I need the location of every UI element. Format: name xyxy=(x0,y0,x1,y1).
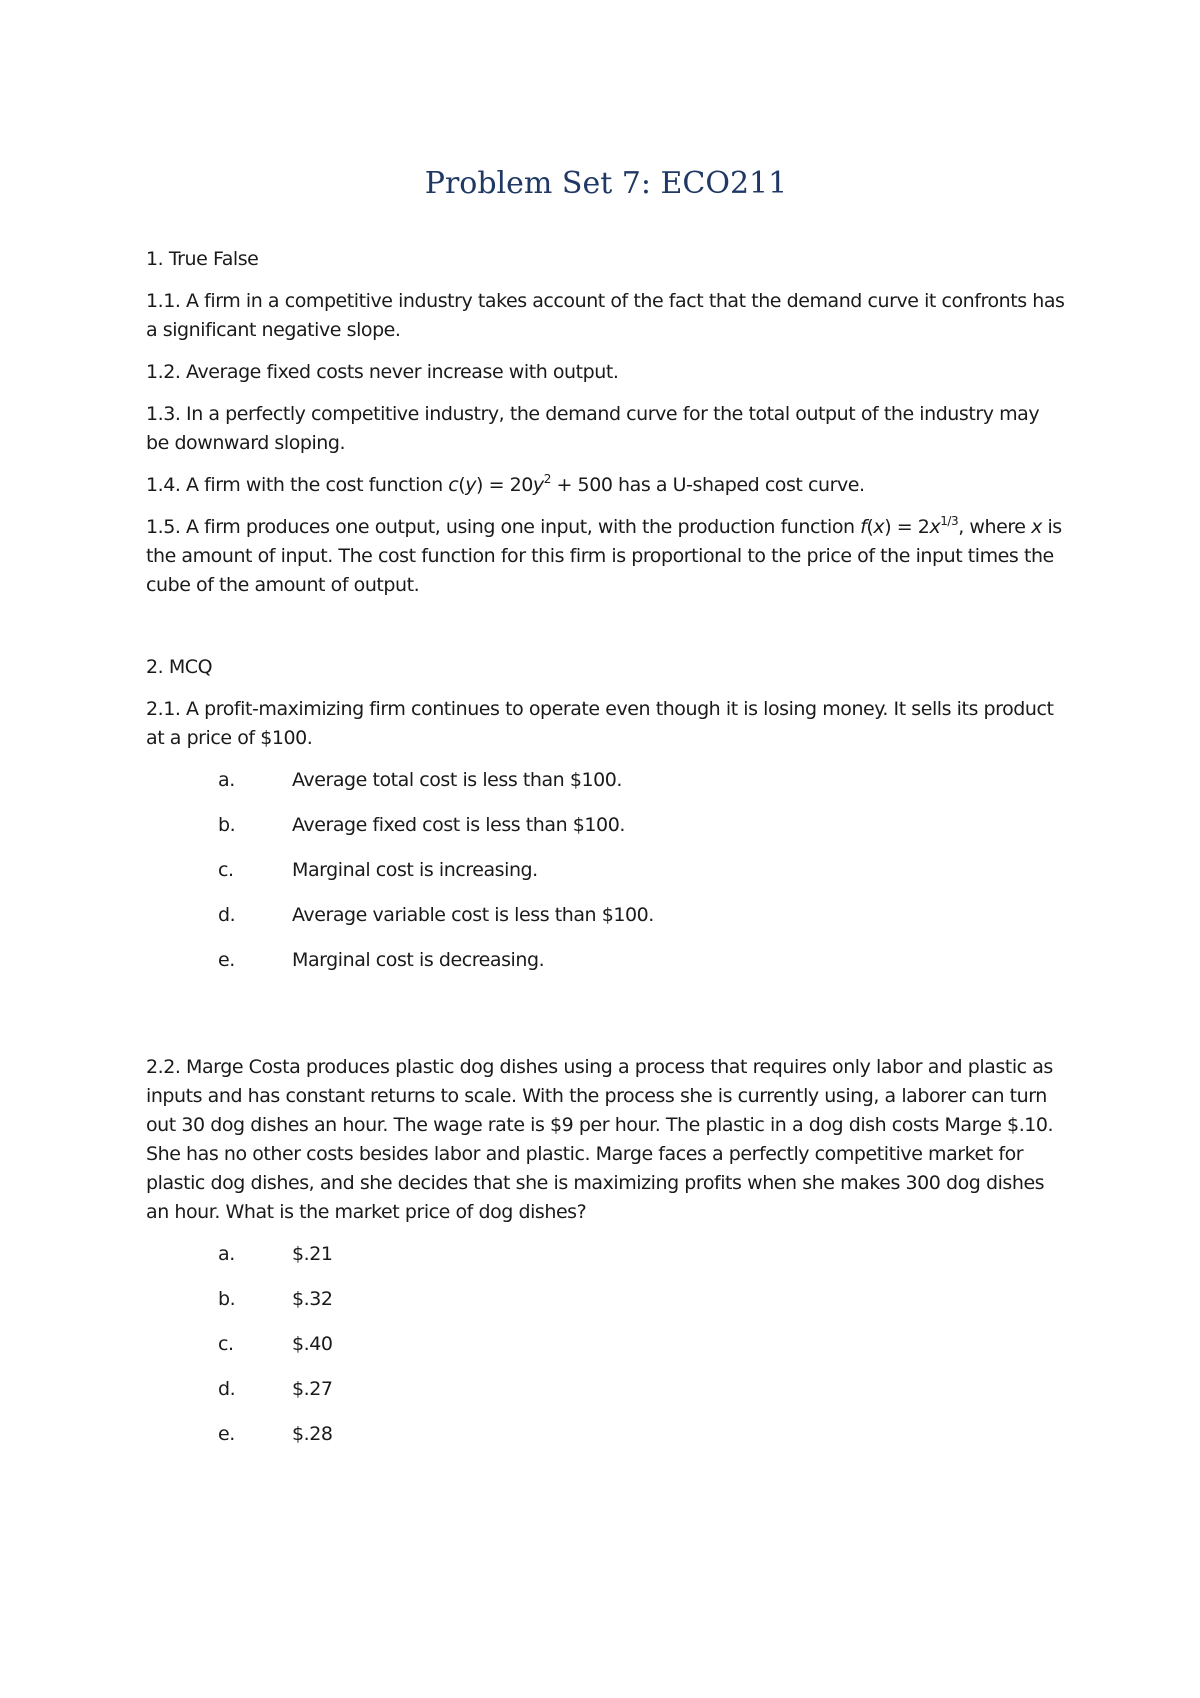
q1-4-var2: y xyxy=(532,474,544,496)
q1-4-eq: ) = 20 xyxy=(476,474,533,496)
page-title: Problem Set 7: ECO211 xyxy=(424,166,788,201)
question-spacer xyxy=(146,991,1066,1053)
question-1-2: 1.2. Average fixed costs never increase with output. xyxy=(146,361,619,383)
section-heading-true-false: 1. True False xyxy=(146,248,259,270)
q1-5-var: x xyxy=(873,516,885,538)
option-2-2-a xyxy=(146,1240,1066,1269)
q1-5-var2: x xyxy=(929,516,941,538)
option-2-1-b xyxy=(146,811,1066,840)
option-text: $.32 xyxy=(292,1288,333,1310)
options-2-2 xyxy=(146,1240,1066,1449)
option-text: $.28 xyxy=(292,1423,333,1445)
q1-5-suffix: is the amount of input. The cost function for this firm is proportional to the price of the input times the cube of the amount of output. xyxy=(146,516,1062,596)
q1-4-prefix: 1.4. A firm with the cost function xyxy=(146,474,449,496)
option-2-2-e xyxy=(146,1420,1066,1449)
option-text: $.27 xyxy=(292,1378,333,1400)
q1-5-var3: x xyxy=(1031,516,1042,538)
option-letter: e. xyxy=(218,949,235,971)
option-letter: c. xyxy=(218,1333,234,1355)
option-letter: d. xyxy=(218,904,236,926)
option-2-2-b xyxy=(146,1285,1066,1314)
q1-5-eq: ) = 2 xyxy=(884,516,930,538)
option-2-1-d xyxy=(146,901,1066,930)
question-2-1: 2.1. A profit-maximizing firm continues to operate even though it is losing money. It sells its product at a price of $100. xyxy=(146,698,1054,749)
option-letter: c. xyxy=(218,859,234,881)
option-letter: a. xyxy=(218,769,235,791)
option-letter: a. xyxy=(218,1243,235,1265)
question-1-4 xyxy=(146,471,1066,500)
option-2-2-c xyxy=(146,1330,1066,1359)
question-1-5 xyxy=(146,513,1066,600)
q1-4-exponent: 2 xyxy=(543,472,551,486)
options-2-1 xyxy=(146,766,1066,975)
q1-4-var: y xyxy=(465,474,477,496)
q1-4-suffix: + 500 has a U-shaped cost curve. xyxy=(550,474,865,496)
option-2-1-c xyxy=(146,856,1066,885)
section-spacer xyxy=(146,613,1066,653)
q1-4-paren: ( xyxy=(458,474,466,496)
question-1-3: 1.3. In a perfectly competitive industry, the demand curve for the total output of the industry may be downward sloping. xyxy=(146,403,1040,454)
q1-5-exponent: 1/3 xyxy=(940,514,959,528)
option-text: Marginal cost is decreasing. xyxy=(292,949,545,971)
q1-5-mid: , where xyxy=(958,516,1032,538)
option-letter: b. xyxy=(218,1288,236,1310)
q1-5-func: f xyxy=(860,516,867,538)
q1-5-paren: ( xyxy=(866,516,874,538)
question-1-1: 1.1. A firm in a competitive industry takes account of the fact that the demand curve it confronts has a significant negative slope. xyxy=(146,290,1065,341)
option-2-1-a xyxy=(146,766,1066,795)
question-2-2: 2.2. Marge Costa produces plastic dog dishes using a process that requires only labor and plastic as inputs and has constant returns to scale. With the process she is currently using, a laborer can turn out 30 dog dishes an hour. The wage rate is $9 per hour. The plastic in a dog dish costs Marge $.10. She has no other costs besides labor and plastic. Marge faces a perfectly competitive market for plastic dog dishes, and she decides that she is maximizing profits when she makes 300 dog dishes an hour. What is the market price of dog dishes? xyxy=(146,1056,1054,1223)
option-letter: d. xyxy=(218,1378,236,1400)
document-page xyxy=(146,150,1066,1465)
option-2-2-d xyxy=(146,1375,1066,1404)
q1-4-func: c xyxy=(448,474,459,496)
option-text: $.40 xyxy=(292,1333,333,1355)
section-heading-mcq: 2. MCQ xyxy=(146,656,213,678)
option-text: Average fixed cost is less than $100. xyxy=(292,814,625,836)
option-text: $.21 xyxy=(292,1243,333,1265)
q1-5-prefix: 1.5. A firm produces one output, using one input, with the production function xyxy=(146,516,861,538)
option-letter: e. xyxy=(218,1423,235,1445)
option-text: Marginal cost is increasing. xyxy=(292,859,538,881)
option-text: Average variable cost is less than $100. xyxy=(292,904,654,926)
option-text: Average total cost is less than $100. xyxy=(292,769,622,791)
option-2-1-e xyxy=(146,946,1066,975)
option-letter: b. xyxy=(218,814,236,836)
